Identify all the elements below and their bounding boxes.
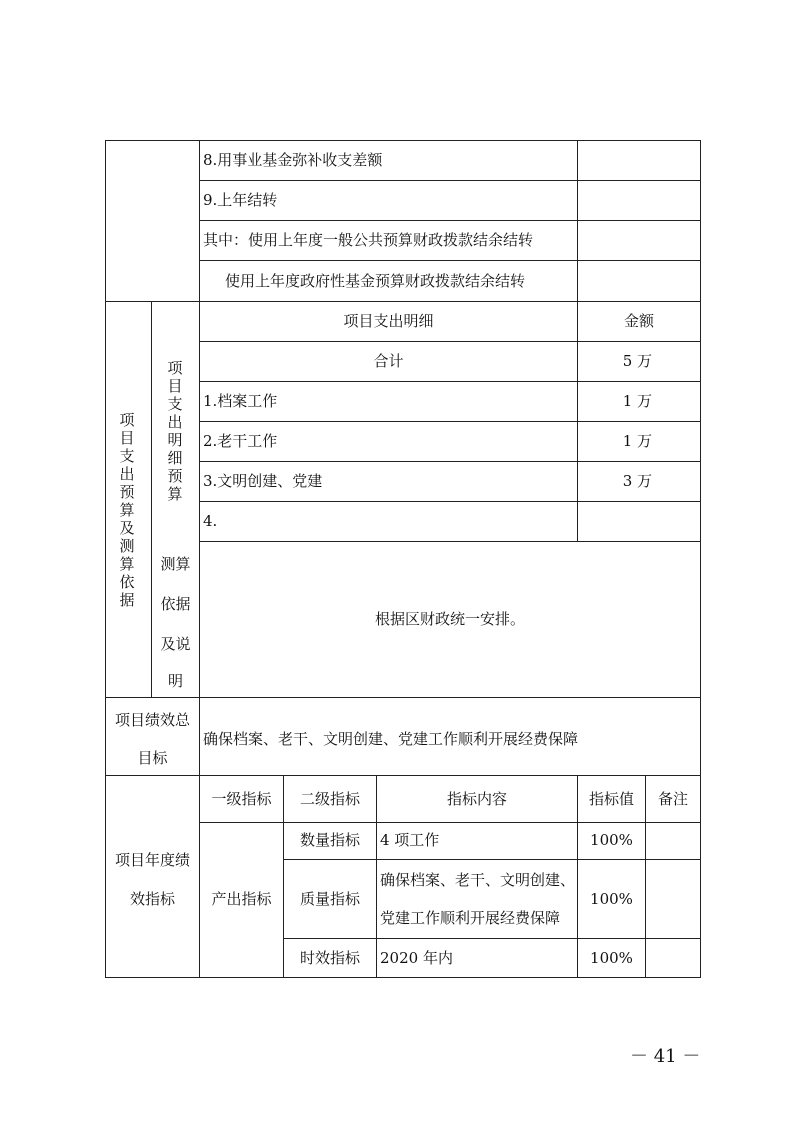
basis-label-line: 明 (167, 672, 183, 690)
level2-indicator: 质量指标 (299, 890, 360, 908)
border-bottom (105, 977, 701, 978)
total-amount: 5 万 (622, 352, 652, 370)
annual-indicators-label-line: 效指标 (129, 890, 175, 908)
detail-budget-label: 项目支出明细预算 (167, 359, 183, 503)
basis-label-line: 测算 (160, 555, 191, 573)
header-item: 项目支出明细 (343, 312, 434, 330)
basis-label-line: 及说 (160, 635, 191, 653)
level2-indicator: 数量指标 (299, 831, 360, 849)
budget-item-amount: 1 万 (622, 392, 652, 410)
top-row-label: 其中：使用上年度一般公共预算财政拨款结余结转 (203, 231, 534, 249)
budget-item-amount: 1 万 (622, 432, 652, 450)
indicator-value: 100% (590, 831, 633, 849)
row-line (199, 381, 701, 382)
top-row-label: 使用上年度政府性基金预算财政拨款结余结转 (225, 272, 526, 290)
top-row-label: 8.用事业基金弥补收支差额 (203, 151, 383, 169)
row-line (199, 501, 701, 502)
basis-label-line: 依据 (160, 595, 191, 613)
section-line (105, 301, 701, 302)
overall-goal-text: 确保档案、老干、文明创建、党建工作顺利开展经费保障 (203, 730, 579, 748)
section-line (105, 697, 701, 698)
header-amount: 金额 (623, 312, 654, 330)
indicator-header: 指标内容 (446, 790, 507, 808)
indicator-header: 二级指标 (299, 790, 360, 808)
row-line (199, 220, 701, 221)
border-top (105, 140, 701, 141)
overall-goal-label-line: 目标 (137, 749, 168, 767)
annual-indicators-label-line: 项目年度绩 (114, 851, 190, 869)
indicator-content: 4 项工作 (380, 831, 440, 849)
basis-text: 根据区财政统一安排。 (374, 610, 525, 628)
row-line (199, 341, 701, 342)
indicator-value: 100% (590, 949, 633, 967)
row-line (199, 461, 701, 462)
col-line (577, 140, 578, 301)
col-line (577, 301, 578, 542)
border-right (700, 140, 701, 978)
row-line (283, 938, 701, 939)
total-label: 合计 (373, 352, 404, 370)
row-line (199, 180, 701, 181)
row-line (283, 859, 701, 860)
row-line (199, 822, 701, 823)
budget-item-label: 3.文明创建、党建 (203, 472, 323, 490)
page-number: － 41 － (630, 1046, 701, 1067)
indicator-value: 100% (590, 890, 633, 908)
budget-item-amount: 3 万 (622, 472, 652, 490)
indicator-header: 一级指标 (211, 790, 272, 808)
level2-indicator: 时效指标 (299, 949, 360, 967)
budget-item-label: 4. (203, 512, 218, 530)
level1-indicator: 产出指标 (211, 890, 272, 908)
top-row-label: 9.上年结转 (203, 191, 278, 209)
col-line (199, 140, 200, 978)
indicator-content: 2020 年内 (380, 949, 453, 967)
indicator-content: 党建工作顺利开展经费保障 (380, 909, 561, 927)
indicator-content: 确保档案、老干、文明创建、 (380, 871, 576, 889)
budget-item-label: 1.档案工作 (203, 392, 278, 410)
budget-item-label: 2.老干工作 (203, 432, 278, 450)
overall-goal-label-line: 项目绩效总 (114, 711, 190, 729)
indicator-header: 指标值 (588, 790, 634, 808)
row-line (199, 421, 701, 422)
indicator-header: 备注 (657, 790, 688, 808)
section-line (105, 775, 701, 776)
row-line (199, 260, 701, 261)
budget-section-label: 项目支出预算及测算依据 (119, 411, 135, 609)
row-line (199, 541, 701, 542)
